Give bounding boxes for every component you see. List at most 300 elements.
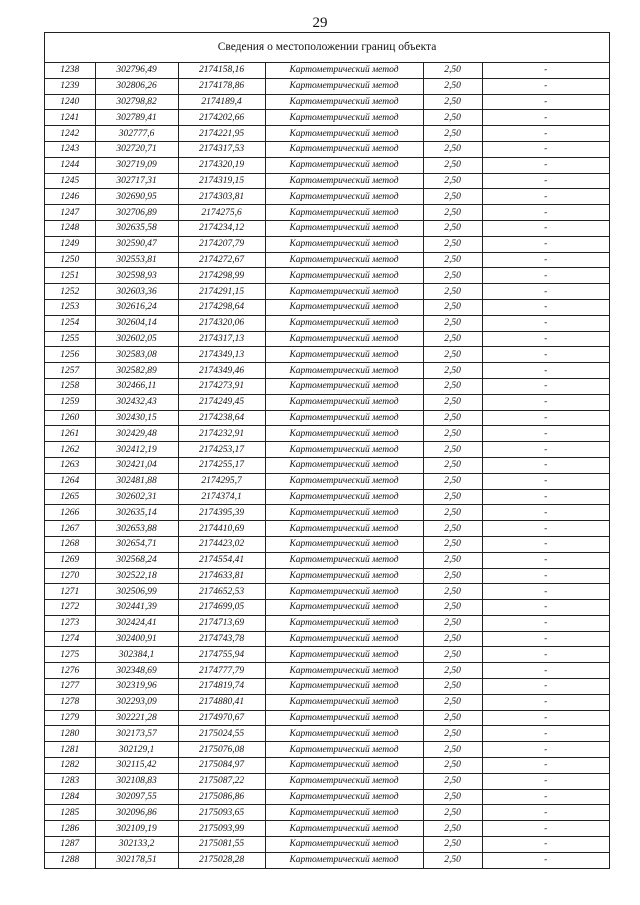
method: Картометрический метод: [265, 726, 423, 742]
y-coordinate: 2175081,55: [178, 837, 265, 853]
point-number: 1261: [45, 426, 95, 442]
point-number: 1257: [45, 363, 95, 379]
x-coordinate: 302603,36: [95, 284, 178, 300]
point-number: 1287: [45, 837, 95, 853]
accuracy: 2,50: [423, 568, 482, 584]
y-coordinate: 2174777,79: [178, 663, 265, 679]
x-coordinate: 302481,88: [95, 473, 178, 489]
description: -: [482, 773, 609, 789]
point-number: 1243: [45, 141, 95, 157]
x-coordinate: 302178,51: [95, 852, 178, 867]
y-coordinate: 2174275,6: [178, 205, 265, 221]
x-coordinate: 302109,19: [95, 821, 178, 837]
table-row: [45, 457, 609, 473]
x-coordinate: 302806,26: [95, 78, 178, 94]
method: Картометрический метод: [265, 268, 423, 284]
table-row: [45, 363, 609, 379]
y-coordinate: 2174374,1: [178, 489, 265, 505]
method: Картометрический метод: [265, 236, 423, 252]
x-coordinate: 302717,31: [95, 173, 178, 189]
y-coordinate: 2174234,12: [178, 220, 265, 236]
accuracy: 2,50: [423, 126, 482, 142]
description: -: [482, 694, 609, 710]
table-row: [45, 615, 609, 631]
description: -: [482, 78, 609, 94]
y-coordinate: 2174291,15: [178, 284, 265, 300]
point-number: 1262: [45, 442, 95, 458]
y-coordinate: 2174207,79: [178, 236, 265, 252]
x-coordinate: 302719,09: [95, 157, 178, 173]
point-number: 1279: [45, 710, 95, 726]
method: Картометрический метод: [265, 694, 423, 710]
method: Картометрический метод: [265, 615, 423, 631]
description: -: [482, 126, 609, 142]
method: Картометрический метод: [265, 284, 423, 300]
y-coordinate: 2174320,19: [178, 157, 265, 173]
description: -: [482, 742, 609, 758]
table-row: [45, 489, 609, 505]
y-coordinate: 2174554,41: [178, 552, 265, 568]
table-row: [45, 837, 609, 853]
method: Картометрический метод: [265, 63, 423, 78]
y-coordinate: 2174755,94: [178, 647, 265, 663]
x-coordinate: 302506,99: [95, 584, 178, 600]
description: -: [482, 789, 609, 805]
method: Картометрический метод: [265, 758, 423, 774]
description: -: [482, 299, 609, 315]
x-coordinate: 302424,41: [95, 615, 178, 631]
method: Картометрический метод: [265, 852, 423, 867]
boundary-coordinates-sheet: [44, 32, 610, 869]
description: -: [482, 252, 609, 268]
table-row: [45, 299, 609, 315]
y-coordinate: 2175086,86: [178, 789, 265, 805]
method: Картометрический метод: [265, 347, 423, 363]
method: Картометрический метод: [265, 647, 423, 663]
table-row: [45, 773, 609, 789]
table-row: [45, 758, 609, 774]
description: -: [482, 205, 609, 221]
table-row: [45, 378, 609, 394]
x-coordinate: 302129,1: [95, 742, 178, 758]
table-row: [45, 347, 609, 363]
table-row: [45, 252, 609, 268]
y-coordinate: 2174272,67: [178, 252, 265, 268]
description: -: [482, 457, 609, 473]
y-coordinate: 2174238,64: [178, 410, 265, 426]
table-row: [45, 78, 609, 94]
accuracy: 2,50: [423, 205, 482, 221]
table-row: [45, 726, 609, 742]
y-coordinate: 2174317,53: [178, 141, 265, 157]
description: -: [482, 647, 609, 663]
method: Картометрический метод: [265, 110, 423, 126]
x-coordinate: 302097,55: [95, 789, 178, 805]
y-coordinate: 2174158,16: [178, 63, 265, 78]
y-coordinate: 2174349,46: [178, 363, 265, 379]
table-row: [45, 331, 609, 347]
description: -: [482, 521, 609, 537]
description: -: [482, 536, 609, 552]
y-coordinate: 2174253,17: [178, 442, 265, 458]
x-coordinate: 302789,41: [95, 110, 178, 126]
y-coordinate: 2174202,66: [178, 110, 265, 126]
point-number: 1251: [45, 268, 95, 284]
point-number: 1252: [45, 284, 95, 300]
description: -: [482, 173, 609, 189]
x-coordinate: 302221,28: [95, 710, 178, 726]
description: -: [482, 110, 609, 126]
method: Картометрический метод: [265, 410, 423, 426]
point-number: 1270: [45, 568, 95, 584]
description: -: [482, 805, 609, 821]
y-coordinate: 2174317,13: [178, 331, 265, 347]
y-coordinate: 2174221,95: [178, 126, 265, 142]
accuracy: 2,50: [423, 837, 482, 853]
point-number: 1285: [45, 805, 95, 821]
point-number: 1273: [45, 615, 95, 631]
description: -: [482, 63, 609, 78]
point-number: 1241: [45, 110, 95, 126]
table-row: [45, 394, 609, 410]
accuracy: 2,50: [423, 505, 482, 521]
point-number: 1275: [45, 647, 95, 663]
point-number: 1246: [45, 189, 95, 205]
description: -: [482, 552, 609, 568]
method: Картометрический метод: [265, 457, 423, 473]
accuracy: 2,50: [423, 473, 482, 489]
y-coordinate: 2174713,69: [178, 615, 265, 631]
table-row: [45, 742, 609, 758]
description: -: [482, 189, 609, 205]
x-coordinate: 302319,96: [95, 679, 178, 695]
method: Картометрический метод: [265, 505, 423, 521]
x-coordinate: 302421,04: [95, 457, 178, 473]
accuracy: 2,50: [423, 157, 482, 173]
method: Картометрический метод: [265, 710, 423, 726]
table-row: [45, 94, 609, 110]
point-number: 1254: [45, 315, 95, 331]
table-row: [45, 157, 609, 173]
table-row: [45, 821, 609, 837]
accuracy: 2,50: [423, 615, 482, 631]
description: -: [482, 141, 609, 157]
accuracy: 2,50: [423, 457, 482, 473]
accuracy: 2,50: [423, 410, 482, 426]
description: -: [482, 94, 609, 110]
method: Картометрический метод: [265, 426, 423, 442]
coordinates-table: [45, 63, 609, 868]
method: Картометрический метод: [265, 394, 423, 410]
y-coordinate: 2174699,05: [178, 600, 265, 616]
description: -: [482, 410, 609, 426]
y-coordinate: 2174249,45: [178, 394, 265, 410]
method: Картометрический метод: [265, 94, 423, 110]
table-row: [45, 236, 609, 252]
method: Картометрический метод: [265, 679, 423, 695]
point-number: 1239: [45, 78, 95, 94]
x-coordinate: 302096,86: [95, 805, 178, 821]
accuracy: 2,50: [423, 552, 482, 568]
point-number: 1282: [45, 758, 95, 774]
x-coordinate: 302412,19: [95, 442, 178, 458]
method: Картометрический метод: [265, 489, 423, 505]
x-coordinate: 302522,18: [95, 568, 178, 584]
x-coordinate: 302777,6: [95, 126, 178, 142]
description: -: [482, 663, 609, 679]
y-coordinate: 2174819,74: [178, 679, 265, 695]
accuracy: 2,50: [423, 679, 482, 695]
point-number: 1284: [45, 789, 95, 805]
table-row: [45, 505, 609, 521]
table-row: [45, 552, 609, 568]
x-coordinate: 302635,14: [95, 505, 178, 521]
accuracy: 2,50: [423, 252, 482, 268]
method: Картометрический метод: [265, 157, 423, 173]
table-row: [45, 663, 609, 679]
y-coordinate: 2174273,91: [178, 378, 265, 394]
page-number: 29: [312, 15, 328, 31]
description: -: [482, 726, 609, 742]
table-title: Сведения о местоположении границ объекта: [45, 33, 609, 63]
accuracy: 2,50: [423, 805, 482, 821]
y-coordinate: 2175093,99: [178, 821, 265, 837]
accuracy: 2,50: [423, 821, 482, 837]
table-row: [45, 679, 609, 695]
point-number: 1268: [45, 536, 95, 552]
point-number: 1266: [45, 505, 95, 521]
table-row: [45, 126, 609, 142]
x-coordinate: 302430,15: [95, 410, 178, 426]
x-coordinate: 302598,93: [95, 268, 178, 284]
method: Картометрический метод: [265, 331, 423, 347]
point-number: 1286: [45, 821, 95, 837]
method: Картометрический метод: [265, 363, 423, 379]
accuracy: 2,50: [423, 584, 482, 600]
table-row: [45, 426, 609, 442]
method: Картометрический метод: [265, 442, 423, 458]
point-number: 1260: [45, 410, 95, 426]
table-row: [45, 805, 609, 821]
x-coordinate: 302429,48: [95, 426, 178, 442]
x-coordinate: 302384,1: [95, 647, 178, 663]
accuracy: 2,50: [423, 236, 482, 252]
table-row: [45, 189, 609, 205]
table-row: [45, 205, 609, 221]
method: Картометрический метод: [265, 378, 423, 394]
description: -: [482, 331, 609, 347]
description: -: [482, 426, 609, 442]
point-number: 1277: [45, 679, 95, 695]
description: -: [482, 821, 609, 837]
x-coordinate: 302654,71: [95, 536, 178, 552]
point-number: 1259: [45, 394, 95, 410]
table-row: [45, 631, 609, 647]
method: Картометрический метод: [265, 220, 423, 236]
point-number: 1269: [45, 552, 95, 568]
table-row: [45, 410, 609, 426]
table-row: [45, 110, 609, 126]
y-coordinate: 2174232,91: [178, 426, 265, 442]
point-number: 1264: [45, 473, 95, 489]
table-row: [45, 173, 609, 189]
method: Картометрический метод: [265, 521, 423, 537]
accuracy: 2,50: [423, 299, 482, 315]
accuracy: 2,50: [423, 726, 482, 742]
x-coordinate: 302583,08: [95, 347, 178, 363]
point-number: 1249: [45, 236, 95, 252]
y-coordinate: 2174178,86: [178, 78, 265, 94]
description: -: [482, 473, 609, 489]
x-coordinate: 302115,42: [95, 758, 178, 774]
accuracy: 2,50: [423, 268, 482, 284]
y-coordinate: 2174743,78: [178, 631, 265, 647]
accuracy: 2,50: [423, 110, 482, 126]
description: -: [482, 758, 609, 774]
point-number: 1276: [45, 663, 95, 679]
point-number: 1242: [45, 126, 95, 142]
point-number: 1280: [45, 726, 95, 742]
description: -: [482, 600, 609, 616]
table-row: [45, 852, 609, 867]
x-coordinate: 302466,11: [95, 378, 178, 394]
x-coordinate: 302173,57: [95, 726, 178, 742]
point-number: 1238: [45, 63, 95, 78]
accuracy: 2,50: [423, 489, 482, 505]
point-number: 1244: [45, 157, 95, 173]
table-row: [45, 268, 609, 284]
table-row: [45, 141, 609, 157]
table-row: [45, 710, 609, 726]
point-number: 1245: [45, 173, 95, 189]
y-coordinate: 2174652,53: [178, 584, 265, 600]
point-number: 1240: [45, 94, 95, 110]
y-coordinate: 2174410,69: [178, 521, 265, 537]
description: -: [482, 631, 609, 647]
method: Картометрический метод: [265, 821, 423, 837]
accuracy: 2,50: [423, 521, 482, 537]
accuracy: 2,50: [423, 347, 482, 363]
point-number: 1281: [45, 742, 95, 758]
y-coordinate: 2174320,06: [178, 315, 265, 331]
description: -: [482, 268, 609, 284]
x-coordinate: 302798,82: [95, 94, 178, 110]
method: Картометрический метод: [265, 141, 423, 157]
x-coordinate: 302616,24: [95, 299, 178, 315]
table-row: [45, 63, 609, 78]
method: Картометрический метод: [265, 773, 423, 789]
table-row: [45, 694, 609, 710]
point-number: 1288: [45, 852, 95, 867]
method: Картометрический метод: [265, 568, 423, 584]
table-row: [45, 521, 609, 537]
accuracy: 2,50: [423, 852, 482, 867]
point-number: 1250: [45, 252, 95, 268]
y-coordinate: 2175076,08: [178, 742, 265, 758]
method: Картометрический метод: [265, 536, 423, 552]
x-coordinate: 302635,58: [95, 220, 178, 236]
y-coordinate: 2174255,17: [178, 457, 265, 473]
x-coordinate: 302108,83: [95, 773, 178, 789]
method: Картометрический метод: [265, 252, 423, 268]
y-coordinate: 2175028,28: [178, 852, 265, 867]
point-number: 1263: [45, 457, 95, 473]
y-coordinate: 2175093,65: [178, 805, 265, 821]
table-row: [45, 442, 609, 458]
method: Картометрический метод: [265, 805, 423, 821]
point-number: 1278: [45, 694, 95, 710]
method: Картометрический метод: [265, 663, 423, 679]
accuracy: 2,50: [423, 789, 482, 805]
accuracy: 2,50: [423, 631, 482, 647]
x-coordinate: 302653,88: [95, 521, 178, 537]
y-coordinate: 2175084,97: [178, 758, 265, 774]
y-coordinate: 2174295,7: [178, 473, 265, 489]
accuracy: 2,50: [423, 173, 482, 189]
point-number: 1271: [45, 584, 95, 600]
method: Картометрический метод: [265, 552, 423, 568]
point-number: 1253: [45, 299, 95, 315]
point-number: 1283: [45, 773, 95, 789]
accuracy: 2,50: [423, 442, 482, 458]
x-coordinate: 302432,43: [95, 394, 178, 410]
description: -: [482, 378, 609, 394]
accuracy: 2,50: [423, 189, 482, 205]
accuracy: 2,50: [423, 63, 482, 78]
y-coordinate: 2174298,99: [178, 268, 265, 284]
method: Картометрический метод: [265, 173, 423, 189]
method: Картометрический метод: [265, 631, 423, 647]
accuracy: 2,50: [423, 710, 482, 726]
point-number: 1248: [45, 220, 95, 236]
description: -: [482, 679, 609, 695]
table-row: [45, 600, 609, 616]
method: Картометрический метод: [265, 126, 423, 142]
y-coordinate: 2174303,81: [178, 189, 265, 205]
x-coordinate: 302293,09: [95, 694, 178, 710]
method: Картометрический метод: [265, 78, 423, 94]
accuracy: 2,50: [423, 758, 482, 774]
x-coordinate: 302604,14: [95, 315, 178, 331]
y-coordinate: 2175087,22: [178, 773, 265, 789]
point-number: 1256: [45, 347, 95, 363]
x-coordinate: 302348,69: [95, 663, 178, 679]
accuracy: 2,50: [423, 773, 482, 789]
description: -: [482, 220, 609, 236]
description: -: [482, 284, 609, 300]
method: Картометрический метод: [265, 473, 423, 489]
accuracy: 2,50: [423, 536, 482, 552]
table-row: [45, 284, 609, 300]
table-row: [45, 584, 609, 600]
description: -: [544, 855, 548, 866]
table-row: [45, 647, 609, 663]
point-number: 1255: [45, 331, 95, 347]
x-coordinate: 302796,49: [95, 63, 178, 78]
y-coordinate: 2174349,13: [178, 347, 265, 363]
x-coordinate: 302602,31: [95, 489, 178, 505]
description: -: [482, 363, 609, 379]
accuracy: 2,50: [423, 378, 482, 394]
description: -: [482, 394, 609, 410]
point-number: 1272: [45, 600, 95, 616]
table-row: [45, 568, 609, 584]
y-coordinate: 2174189,4: [178, 94, 265, 110]
accuracy: 2,50: [423, 663, 482, 679]
accuracy: 2,50: [423, 363, 482, 379]
point-number: 1274: [45, 631, 95, 647]
table-row: [45, 789, 609, 805]
